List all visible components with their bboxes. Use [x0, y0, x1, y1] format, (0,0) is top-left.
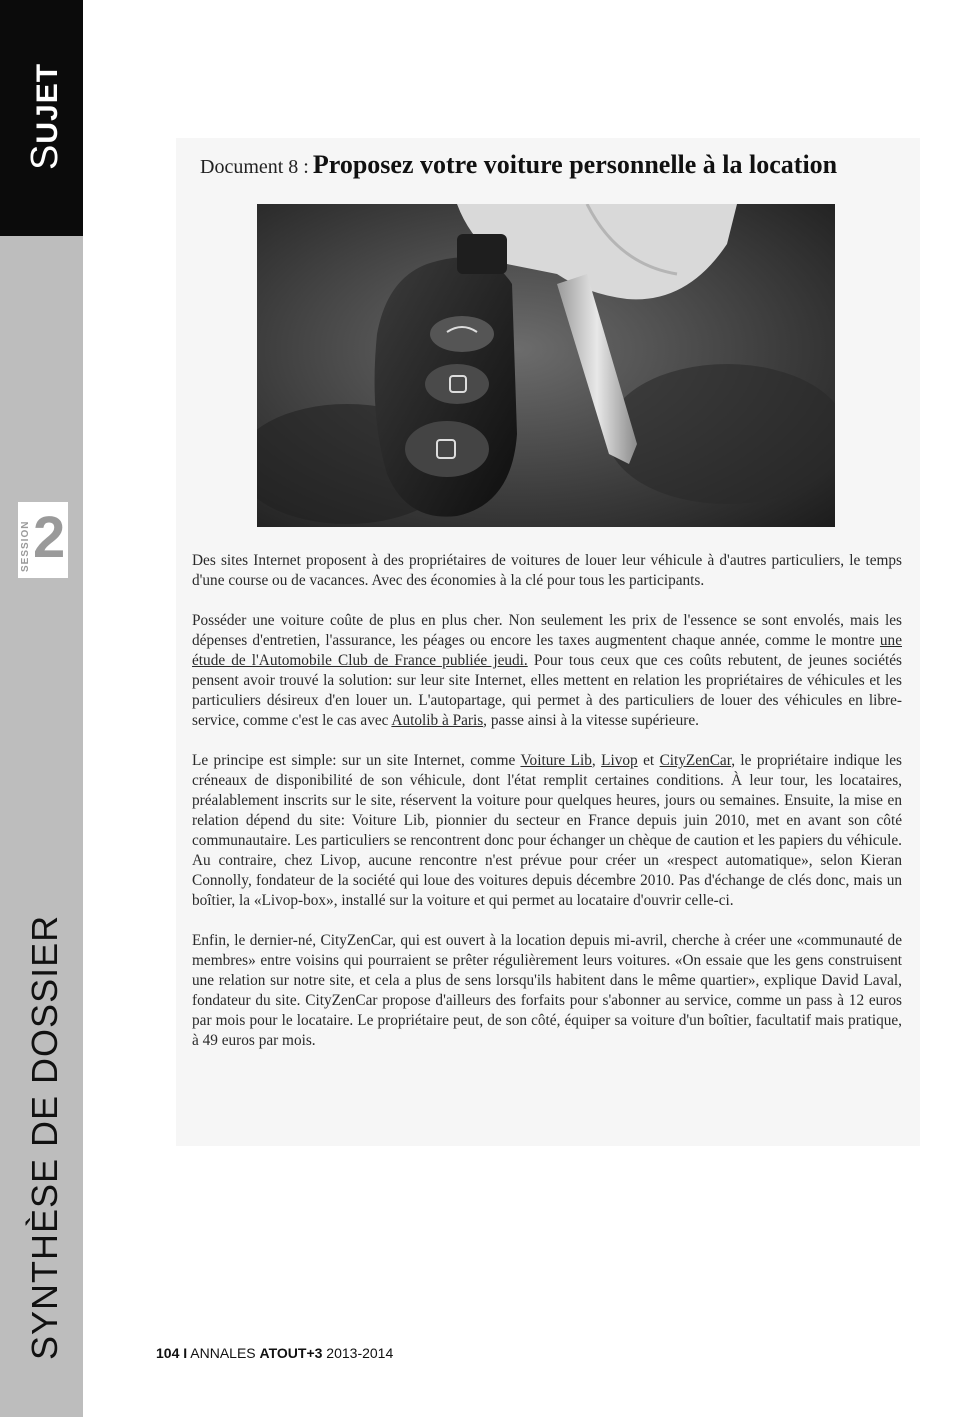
footer-years: 2013-2014 — [326, 1345, 394, 1361]
link-autolib-paris[interactable]: Autolib à Paris — [391, 712, 484, 729]
page-number: 104 — [156, 1345, 180, 1361]
link-voiture-lib[interactable]: Voiture Lib — [520, 752, 592, 769]
paragraph-4 — [192, 931, 902, 1051]
paragraph-2-text-b: Pour tous ceux que ces coûts rebutent, de jeunes sociétés pensent avoir trouvé la solution: sur leur site Internet, elles mettent en relation les propriétaires de véhicules et les particuliers désireux d'en louer un. L'autopartage, qui permet à des particuliers de louer des véhicules en libre-service, comme c'est le cas avec — [192, 652, 902, 729]
paragraph-3-text-a: Le principe est simple: sur un site Internet, comme — [192, 752, 521, 769]
sujet-label: SUJET — [24, 62, 66, 170]
paragraph-1-text: Des sites Internet proposent à des propriétaires de voitures de louer leur véhicule à d'autres particuliers, le temps d'une course ou de vacances. Avec des économies à la clé pour tous les participants. — [192, 552, 902, 589]
link-livop[interactable]: Livop — [601, 752, 638, 769]
document-title: Proposez votre voiture personnelle à la location — [312, 150, 838, 179]
session-number: 2 — [33, 505, 66, 570]
footer-brand: ATOUT+3 — [259, 1345, 323, 1361]
car-key-image — [257, 204, 835, 527]
footer-separator: I — [183, 1345, 188, 1361]
link-cityzencar[interactable]: CityZenCar — [659, 752, 732, 769]
article-body — [192, 551, 902, 1071]
document-heading — [200, 150, 910, 180]
paragraph-1 — [192, 551, 902, 591]
page-footer — [156, 1345, 393, 1361]
paragraph-3-sep-2: et — [637, 752, 660, 769]
car-key-photo — [257, 204, 835, 527]
paragraph-3 — [192, 751, 902, 911]
paragraph-4-text: Enfin, le dernier-né, CityZenCar, qui est ouvert à la location depuis mi-avril, cherche à créer une «communauté de membres» entre voisins qui pourraient se prêter régulièrement leurs voitures. «On essaie que les gens construisent une relation sur notre site, et cela a plus de sens lorsqu'ils habitent dans le même quartier», explique David Laval, fondateur du site. CityZenCar propose d'ailleurs des forfaits pour s'abonner au service, comme un pass à 12 euros par mois pour le locataire. Le propriétaire peut, de son côté, équiper sa voiture d'un boîtier, facultatif mais pratique, à 49 euros par mois. — [192, 932, 902, 1049]
session-label: SESSION — [20, 520, 31, 572]
paragraph-2 — [192, 611, 902, 731]
document-label: Document 8 : — [200, 156, 309, 178]
paragraph-2-text-c: , passe ainsi à la vitesse supérieure. — [483, 712, 699, 729]
section-title: SYNTHÈSE DE DOSSIER — [24, 914, 65, 1360]
link-etude-automobile-club[interactable]: une étude de l'Automobile Club de France publiée jeudi. — [192, 632, 902, 669]
paragraph-3-text-b: , le propriétaire indique les créneaux de disponibilité de son véhicule, dont l'état remplit certaines conditions. À leur tour, les locataires, préalablement inscrits sur le site, réservent la voiture pour quelques heures, jours ou semaines. Ensuite, la mise en relation dépend du site: Voiture Lib, pionnier du secteur en France depuis juin 2010, met en avant son côté communautaire. Les particuliers se rencontrent donc pour échanger un chèque de caution et les papiers du véhicule. Au contraire, chez Livop, aucune rencontre n'est prévue pour créer un «respect automatique», selon Kieran Connolly, fondateur de la société qui loue des voitures depuis décembre 2010. Pas d'échange de clés donc, mais un boîtier, la «Livop-box», installé sur la voiture et qui permet au locataire d'ouvrir celle-ci. — [192, 752, 902, 909]
paragraph-3-sep-1: , — [591, 752, 602, 769]
paragraph-2-text-a: Posséder une voiture coûte de plus en plus cher. Non seulement les prix de l'essence se sont envolés, mais les dépenses d'entretien, l'assurance, les péages ou encore les taxes augmentent chaque année, comme le montre — [192, 612, 902, 649]
footer-annales: ANNALES — [190, 1345, 256, 1361]
